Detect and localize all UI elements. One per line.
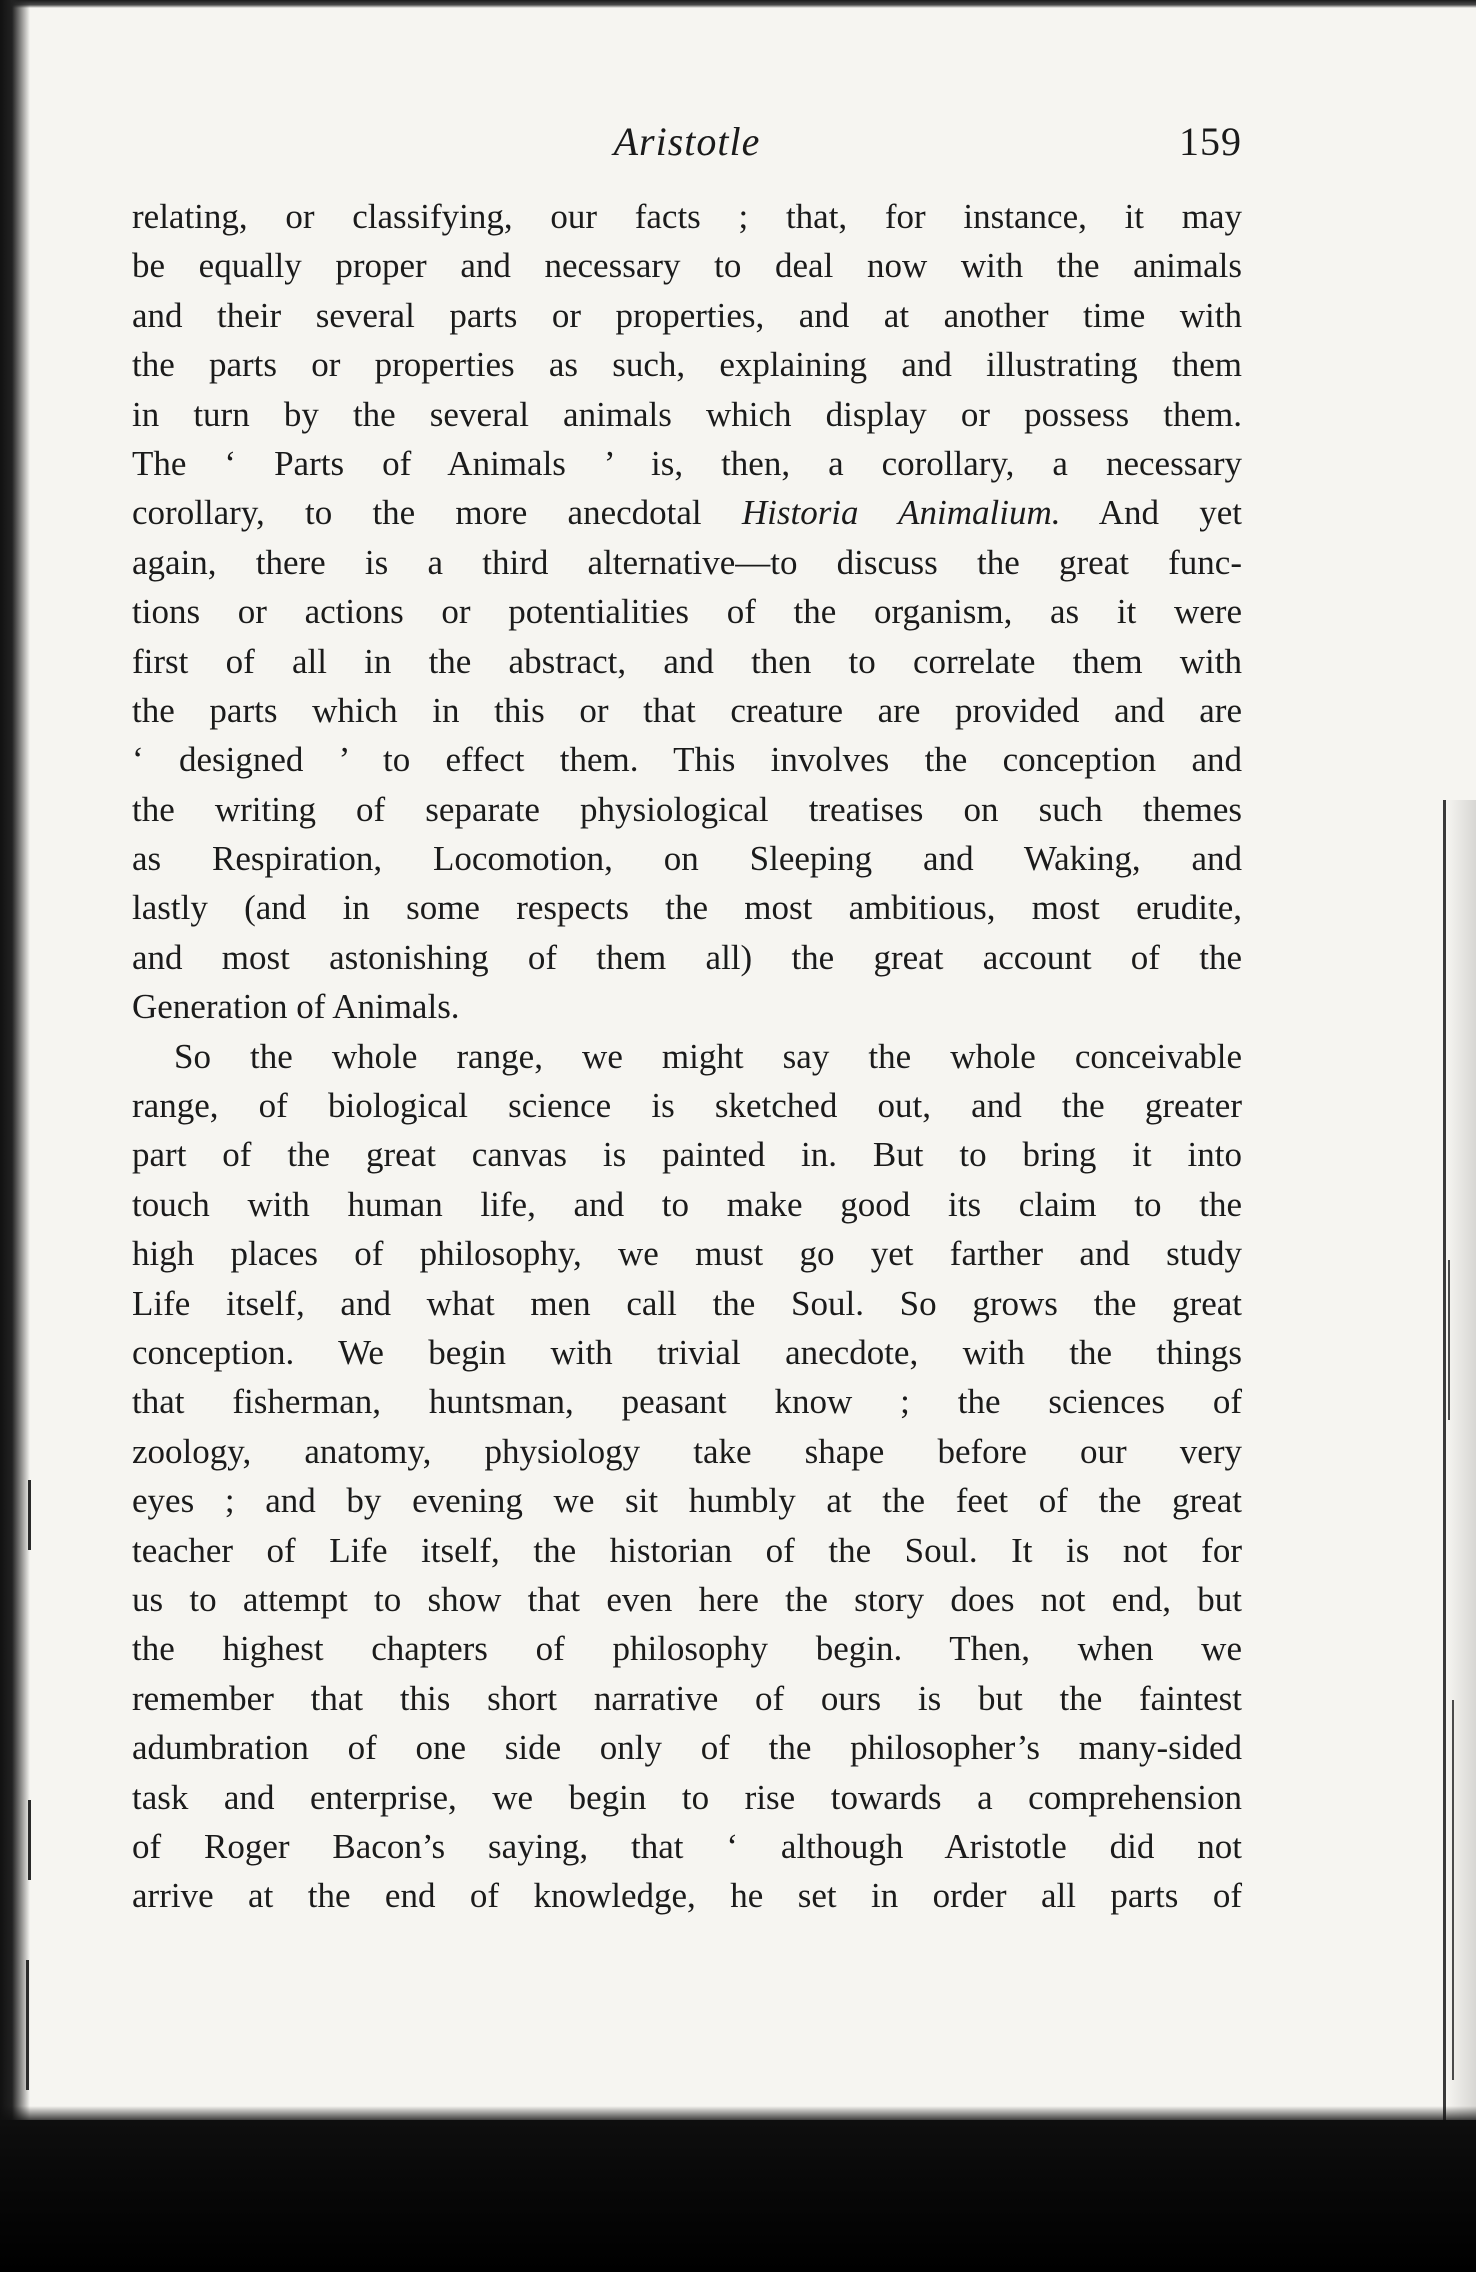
text-line: task and enterprise, we begin to rise towards a comprehension xyxy=(132,1777,1242,1817)
text-line: zoology, anatomy, physiology take shape before our very xyxy=(132,1431,1242,1471)
text-line: eyes ; and by evening we sit humbly at the feet of the great xyxy=(132,1481,1242,1521)
scan-mark xyxy=(1448,1260,1450,1420)
running-title: Aristotle xyxy=(613,119,761,164)
text-line: first of all in the abstract, and then to correlate them with xyxy=(132,641,1242,681)
text-line: tions or actions or potentialities of the organism, as it were xyxy=(132,592,1242,632)
page-number: 159 xyxy=(1179,119,1242,164)
italic-title: Historia Animalium. xyxy=(741,493,1061,533)
text-line: touch with human life, and to make good its claim to the xyxy=(132,1184,1242,1224)
text-line: as Respiration, Locomotion, on Sleeping and Waking, and xyxy=(132,839,1242,879)
scan-bottom-edge xyxy=(0,2120,1476,2272)
text-line: that fisherman, huntsman, peasant know ; the sciences of xyxy=(132,1382,1242,1422)
text-line: So the whole range, we might say the whole conceivable xyxy=(174,1036,1242,1076)
text-line: range, of biological science is sketched out, and the greater xyxy=(132,1086,1242,1126)
body-text xyxy=(132,192,1242,1921)
text-line: relating, or classifying, our facts ; that, for instance, it may xyxy=(132,197,1242,236)
scan-right-edge xyxy=(1443,800,1476,2130)
running-head xyxy=(132,112,1242,172)
scan-top-edge xyxy=(0,0,1476,8)
text-line: lastly (and in some respects the most ambitious, most erudite, xyxy=(132,888,1242,928)
text-line: and their several parts or properties, and at another time with xyxy=(132,295,1242,335)
text-line: again, there is a third alternative—to discuss the great func- xyxy=(132,542,1242,582)
text-line: Generation of Animals. xyxy=(132,987,460,1027)
text-line: conception. We begin with trivial anecdote, with the things xyxy=(132,1332,1242,1372)
text-line: Life itself, and what men call the Soul. So grows the great xyxy=(132,1283,1242,1323)
text-line: the parts or properties as such, explaining and illustrating them xyxy=(132,345,1242,385)
text-line: and most astonishing of them all) the great account of the xyxy=(132,937,1242,977)
text-line: the parts which in this or that creature are provided and are xyxy=(132,690,1242,730)
text-line: the highest chapters of philosophy begin. Then, when we xyxy=(132,1629,1242,1669)
text-line: the writing of separate physiological treatises on such themes xyxy=(132,789,1242,829)
scan-mark xyxy=(28,1800,31,1880)
text-line: arrive at the end of knowledge, he set in order all parts of xyxy=(132,1876,1242,1916)
scan-left-edge xyxy=(0,0,30,2150)
text-line: ‘ designed ’ to effect them. This involves the conception and xyxy=(132,740,1242,780)
scan-mark xyxy=(26,1960,29,2090)
scan-mark xyxy=(1452,1700,1454,2080)
text-line: us to attempt to show that even here the story does not end, but xyxy=(132,1579,1242,1619)
text-line: be equally proper and necessary to deal now with the animals xyxy=(132,246,1242,286)
text-line: in turn by the several animals which display or possess them. xyxy=(132,394,1242,434)
text-run: corollary, to the more anecdotal xyxy=(132,493,742,533)
text-run: And yet xyxy=(1060,493,1242,533)
text-line: adumbration of one side only of the philosopher’s many-sided xyxy=(132,1728,1242,1768)
text-line: remember that this short narrative of ours is but the faintest xyxy=(132,1678,1242,1718)
text-line: part of the great canvas is painted in. But to bring it into xyxy=(132,1135,1242,1175)
text-line: The ‘ Parts of Animals ’ is, then, a corollary, a necessary xyxy=(132,443,1242,483)
scan-mark xyxy=(28,1480,31,1550)
text-line: teacher of Life itself, the historian of the Soul. It is not for xyxy=(132,1530,1242,1570)
text-line: high places of philosophy, we must go yet farther and study xyxy=(132,1234,1242,1274)
text-line: of Roger Bacon’s saying, that ‘ although Aristotle did not xyxy=(132,1826,1242,1866)
text-line xyxy=(132,488,1242,537)
